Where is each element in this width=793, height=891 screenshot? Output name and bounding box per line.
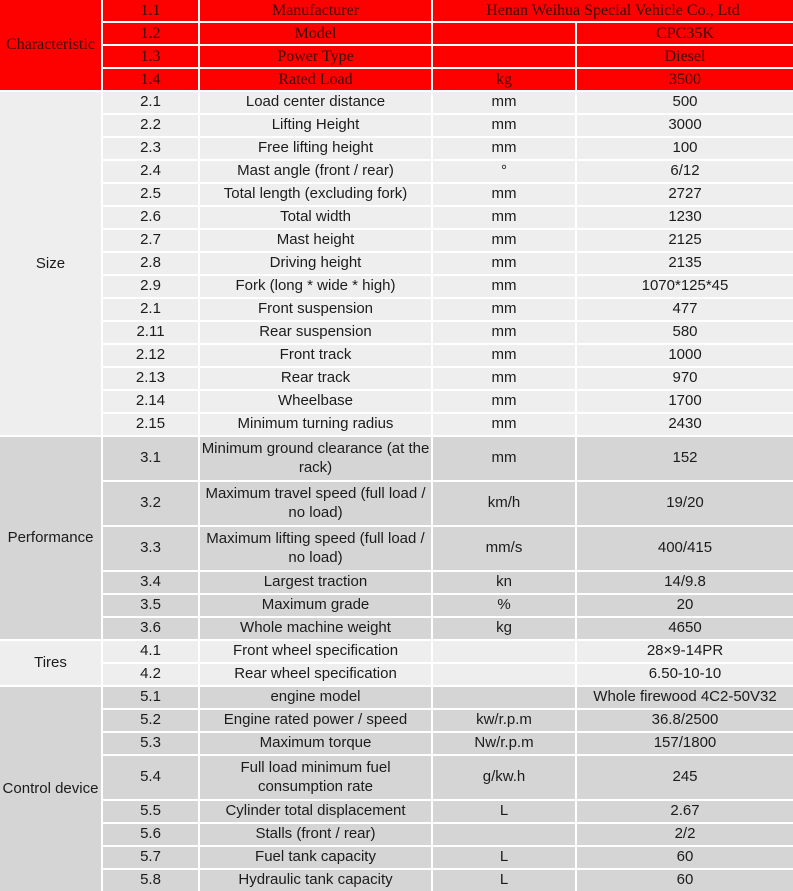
row-unit-cell: mm bbox=[433, 184, 575, 205]
row-unit-cell: km/h bbox=[433, 482, 575, 525]
row-item-cell: Total length (excluding fork) bbox=[200, 184, 431, 205]
row-item-cell: Maximum travel speed (full load / no load) bbox=[200, 482, 431, 525]
row-number-cell: 5.1 bbox=[103, 687, 198, 708]
row-value-cell: 1070*125*45 bbox=[577, 276, 793, 297]
row-value-cell: 580 bbox=[577, 322, 793, 343]
table-row bbox=[103, 482, 793, 525]
row-unit-cell: ° bbox=[433, 161, 575, 182]
row-item-cell: Front track bbox=[200, 345, 431, 366]
row-unit-cell bbox=[433, 23, 575, 44]
section-size bbox=[0, 92, 793, 435]
table-row bbox=[103, 391, 793, 412]
row-number-cell: 5.6 bbox=[103, 824, 198, 845]
row-number-cell: 2.15 bbox=[103, 414, 198, 435]
row-number-cell: 3.1 bbox=[103, 437, 198, 480]
row-number-cell: 2.12 bbox=[103, 345, 198, 366]
row-unit-cell: kg bbox=[433, 618, 575, 639]
row-unit-cell bbox=[433, 664, 575, 685]
row-unit-cell: kn bbox=[433, 572, 575, 593]
row-item-cell: Mast height bbox=[200, 230, 431, 251]
row-unit-cell bbox=[433, 46, 575, 67]
row-number-cell: 3.4 bbox=[103, 572, 198, 593]
section-label: Performance bbox=[0, 437, 101, 639]
section-characteristic bbox=[0, 0, 793, 90]
row-value-cell: Diesel bbox=[577, 46, 793, 67]
row-value-cell: 14/9.8 bbox=[577, 572, 793, 593]
row-value-cell: 19/20 bbox=[577, 482, 793, 525]
row-number-cell: 4.2 bbox=[103, 664, 198, 685]
row-value-cell: 4650 bbox=[577, 618, 793, 639]
table-row bbox=[103, 115, 793, 136]
row-number-cell: 2.11 bbox=[103, 322, 198, 343]
row-number-cell: 4.1 bbox=[103, 641, 198, 662]
section-rows bbox=[103, 92, 793, 435]
row-value-cell: 152 bbox=[577, 437, 793, 480]
row-number-cell: 1.1 bbox=[103, 0, 198, 21]
row-item-cell: engine model bbox=[200, 687, 431, 708]
row-item-cell: Rated Load bbox=[200, 69, 431, 90]
table-row bbox=[103, 414, 793, 435]
row-item-cell: Maximum grade bbox=[200, 595, 431, 616]
section-control-device bbox=[0, 687, 793, 891]
row-item-cell: Front wheel specification bbox=[200, 641, 431, 662]
row-number-cell: 2.14 bbox=[103, 391, 198, 412]
table-row bbox=[103, 23, 793, 44]
row-value-cell: 20 bbox=[577, 595, 793, 616]
row-number-cell: 5.8 bbox=[103, 870, 198, 891]
row-unit-cell: % bbox=[433, 595, 575, 616]
row-value-cell: 3000 bbox=[577, 115, 793, 136]
row-value-cell: 2.67 bbox=[577, 801, 793, 822]
row-item-cell: Driving height bbox=[200, 253, 431, 274]
row-unit-cell bbox=[433, 641, 575, 662]
row-value-cell: 60 bbox=[577, 870, 793, 891]
row-number-cell: 2.3 bbox=[103, 138, 198, 159]
table-row bbox=[103, 345, 793, 366]
row-item-cell: Fuel tank capacity bbox=[200, 847, 431, 868]
row-value-cell: 970 bbox=[577, 368, 793, 389]
row-unit-cell bbox=[433, 687, 575, 708]
row-item-cell: Minimum ground clearance (at the rack) bbox=[200, 437, 431, 480]
table-row bbox=[103, 687, 793, 708]
row-item-cell: Wheelbase bbox=[200, 391, 431, 412]
row-value-cell: 6/12 bbox=[577, 161, 793, 182]
table-row bbox=[103, 253, 793, 274]
row-value-cell: 100 bbox=[577, 138, 793, 159]
row-item-cell: Hydraulic tank capacity bbox=[200, 870, 431, 891]
row-item-cell: Manufacturer bbox=[200, 0, 431, 21]
table-row bbox=[103, 710, 793, 731]
section-tires bbox=[0, 641, 793, 685]
row-value-cell: 2125 bbox=[577, 230, 793, 251]
section-rows bbox=[103, 641, 793, 685]
row-number-cell: 2.1 bbox=[103, 299, 198, 320]
row-value-cell: 477 bbox=[577, 299, 793, 320]
row-item-cell: Minimum turning radius bbox=[200, 414, 431, 435]
row-item-cell: Front suspension bbox=[200, 299, 431, 320]
row-item-cell: Engine rated power / speed bbox=[200, 710, 431, 731]
table-row bbox=[103, 527, 793, 570]
row-number-cell: 5.7 bbox=[103, 847, 198, 868]
table-row bbox=[103, 572, 793, 593]
row-unit-cell bbox=[433, 824, 575, 845]
row-value-cell: 400/415 bbox=[577, 527, 793, 570]
row-number-cell: 2.4 bbox=[103, 161, 198, 182]
row-item-cell: Lifting Height bbox=[200, 115, 431, 136]
row-item-cell: Rear suspension bbox=[200, 322, 431, 343]
row-item-cell: Stalls (front / rear) bbox=[200, 824, 431, 845]
row-number-cell: 1.2 bbox=[103, 23, 198, 44]
row-number-cell: 5.4 bbox=[103, 756, 198, 799]
row-item-cell: Maximum torque bbox=[200, 733, 431, 754]
row-item-cell: Free lifting height bbox=[200, 138, 431, 159]
row-item-cell: Cylinder total displacement bbox=[200, 801, 431, 822]
table-row bbox=[103, 207, 793, 228]
table-row bbox=[103, 69, 793, 90]
section-label: Size bbox=[0, 92, 101, 435]
row-value-cell: 28×9-14PR bbox=[577, 641, 793, 662]
section-label: Tires bbox=[0, 641, 101, 685]
table-row bbox=[103, 824, 793, 845]
row-number-cell: 3.3 bbox=[103, 527, 198, 570]
section-rows bbox=[103, 0, 793, 90]
row-value-cell: Henan Weihua Special Vehicle Co., Ltd bbox=[433, 0, 793, 21]
row-value-cell: 6.50-10-10 bbox=[577, 664, 793, 685]
row-unit-cell: mm bbox=[433, 253, 575, 274]
row-number-cell: 1.4 bbox=[103, 69, 198, 90]
row-value-cell: 2727 bbox=[577, 184, 793, 205]
row-unit-cell: L bbox=[433, 847, 575, 868]
table-row bbox=[103, 92, 793, 113]
table-row bbox=[103, 618, 793, 639]
row-unit-cell: mm bbox=[433, 207, 575, 228]
row-number-cell: 5.5 bbox=[103, 801, 198, 822]
row-item-cell: Mast angle (front / rear) bbox=[200, 161, 431, 182]
row-value-cell: Whole firewood 4C2-50V32 bbox=[577, 687, 793, 708]
row-unit-cell: mm bbox=[433, 414, 575, 435]
table-row bbox=[103, 161, 793, 182]
row-unit-cell: mm bbox=[433, 230, 575, 251]
section-rows bbox=[103, 687, 793, 891]
row-unit-cell: mm bbox=[433, 322, 575, 343]
row-item-cell: Rear track bbox=[200, 368, 431, 389]
row-value-cell: 500 bbox=[577, 92, 793, 113]
row-value-cell: 3500 bbox=[577, 69, 793, 90]
row-number-cell: 2.6 bbox=[103, 207, 198, 228]
row-item-cell: Fork (long * wide * high) bbox=[200, 276, 431, 297]
row-item-cell: Full load minimum fuel consumption rate bbox=[200, 756, 431, 799]
table-row bbox=[103, 664, 793, 685]
table-row bbox=[103, 276, 793, 297]
row-unit-cell: mm bbox=[433, 391, 575, 412]
row-value-cell: 1000 bbox=[577, 345, 793, 366]
row-item-cell: Load center distance bbox=[200, 92, 431, 113]
row-number-cell: 1.3 bbox=[103, 46, 198, 67]
row-unit-cell: mm/s bbox=[433, 527, 575, 570]
row-unit-cell: L bbox=[433, 870, 575, 891]
row-value-cell: 1700 bbox=[577, 391, 793, 412]
row-number-cell: 3.2 bbox=[103, 482, 198, 525]
section-performance bbox=[0, 437, 793, 639]
row-value-cell: 245 bbox=[577, 756, 793, 799]
row-unit-cell: mm bbox=[433, 115, 575, 136]
row-unit-cell: kw/r.p.m bbox=[433, 710, 575, 731]
table-row bbox=[103, 230, 793, 251]
row-value-cell: 157/1800 bbox=[577, 733, 793, 754]
table-row bbox=[103, 184, 793, 205]
row-number-cell: 2.13 bbox=[103, 368, 198, 389]
row-item-cell: Whole machine weight bbox=[200, 618, 431, 639]
section-label: Characteristic bbox=[0, 0, 101, 90]
table-row bbox=[103, 801, 793, 822]
row-unit-cell: mm bbox=[433, 92, 575, 113]
row-value-cell: 2430 bbox=[577, 414, 793, 435]
section-label: Control device bbox=[0, 687, 101, 891]
row-number-cell: 5.3 bbox=[103, 733, 198, 754]
table-row bbox=[103, 733, 793, 754]
table-row bbox=[103, 870, 793, 891]
row-unit-cell: g/kw.h bbox=[433, 756, 575, 799]
table-row bbox=[103, 368, 793, 389]
table-row bbox=[103, 847, 793, 868]
row-value-cell: 36.8/2500 bbox=[577, 710, 793, 731]
row-item-cell: Largest traction bbox=[200, 572, 431, 593]
table-row bbox=[103, 756, 793, 799]
section-rows bbox=[103, 437, 793, 639]
row-value-cell: CPC35K bbox=[577, 23, 793, 44]
row-unit-cell: mm bbox=[433, 138, 575, 159]
row-unit-cell: mm bbox=[433, 437, 575, 480]
table-row bbox=[103, 437, 793, 480]
row-item-cell: Model bbox=[200, 23, 431, 44]
row-number-cell: 2.2 bbox=[103, 115, 198, 136]
row-value-cell: 2135 bbox=[577, 253, 793, 274]
row-number-cell: 2.7 bbox=[103, 230, 198, 251]
table-row bbox=[103, 322, 793, 343]
row-number-cell: 3.6 bbox=[103, 618, 198, 639]
table-row bbox=[103, 46, 793, 67]
row-item-cell: Maximum lifting speed (full load / no load) bbox=[200, 527, 431, 570]
row-number-cell: 5.2 bbox=[103, 710, 198, 731]
row-number-cell: 2.9 bbox=[103, 276, 198, 297]
table-row bbox=[103, 138, 793, 159]
row-number-cell: 2.1 bbox=[103, 92, 198, 113]
row-unit-cell: mm bbox=[433, 368, 575, 389]
row-unit-cell: Nw/r.p.m bbox=[433, 733, 575, 754]
row-item-cell: Power Type bbox=[200, 46, 431, 67]
row-unit-cell: L bbox=[433, 801, 575, 822]
table-row bbox=[103, 299, 793, 320]
row-unit-cell: kg bbox=[433, 69, 575, 90]
row-unit-cell: mm bbox=[433, 345, 575, 366]
row-item-cell: Total width bbox=[200, 207, 431, 228]
row-unit-cell: mm bbox=[433, 276, 575, 297]
row-value-cell: 2/2 bbox=[577, 824, 793, 845]
row-unit-cell: mm bbox=[433, 299, 575, 320]
table-row bbox=[103, 595, 793, 616]
row-value-cell: 60 bbox=[577, 847, 793, 868]
table-row bbox=[103, 0, 793, 21]
row-value-cell: 1230 bbox=[577, 207, 793, 228]
row-item-cell: Rear wheel specification bbox=[200, 664, 431, 685]
table-row bbox=[103, 641, 793, 662]
row-number-cell: 3.5 bbox=[103, 595, 198, 616]
row-number-cell: 2.8 bbox=[103, 253, 198, 274]
row-number-cell: 2.5 bbox=[103, 184, 198, 205]
